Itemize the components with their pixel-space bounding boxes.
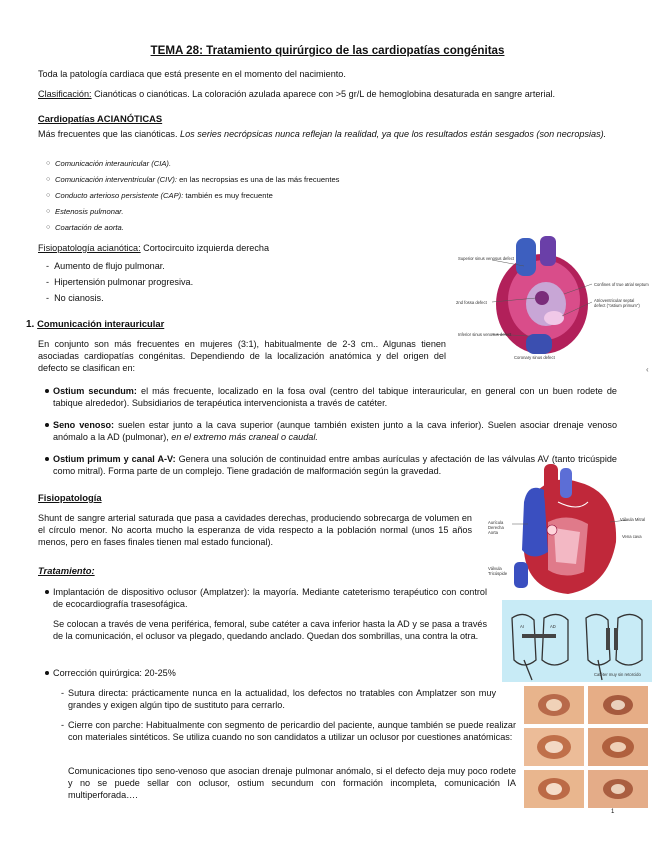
fisio-acianotica-label: Fisiopatología acianótica: <box>38 243 141 253</box>
clasificacion-line <box>38 88 555 100</box>
fisio-acianotica-line <box>38 242 269 254</box>
figure-label: AI <box>520 624 524 629</box>
cierre-parche-text: Cierre con parche: Habitualmente con segmento de pericardio del paciente, aunque también se puede realizar con materiales sintéticos. Se utiliza cuando no son candidatos a utilizar un oclusor por cuestiones anatómicas: <box>68 720 516 743</box>
dash-list-item: - Aumento de flujo pulmonar. <box>46 261 165 271</box>
hollow-bullet-icon: ○ <box>46 160 51 167</box>
acianoticas-lead-normal: Más frecuentes que las cianóticas. <box>38 129 181 139</box>
fisio-acianotica-text: Cortocircuito izquierda derecha <box>140 243 270 253</box>
stray-mark: ‹ <box>646 365 649 374</box>
figure-label: Superior sinus venosus defect <box>458 256 515 261</box>
list-item: Estenosis pulmonar. <box>55 207 124 216</box>
clasificacion-label: Clasificación: <box>38 89 92 99</box>
figure-label: Válvula Tricúspide <box>488 566 508 576</box>
hollow-bullet-icon: ○ <box>46 208 51 215</box>
correccion-text: Corrección quirúrgica: 20-25% <box>53 668 176 678</box>
bullet-icon <box>45 457 49 461</box>
acianoticas-heading: Cardiopatías ACIANÓTICAS <box>38 113 163 124</box>
figure-label: 2nd fossa defect <box>456 300 487 305</box>
heart-septal-defects-figure <box>452 236 649 360</box>
heart-asd-illustration-icon <box>488 462 650 598</box>
comunicaciones-text: Comunicaciones tipo seno-venoso que asocian drenaje pulmonar anómalo, si el defecto deja muy poco rodete y no se puede sellar con oclusor, ostium secundum con formación incompleta, comunicación IA multiperforada…. <box>68 766 516 801</box>
cia-type-ostium-secundum: Ostium secundum: el más frecuente, localizado en la fosa oval (centro del tabique interauricular, en general con un buen rodete de tabique alrededor). Subsidiarios de terapéutica intervencionista a través de catéter. <box>53 386 617 409</box>
fisiopatologia-heading: Fisiopatología <box>38 492 102 503</box>
dash-marker: - <box>61 720 65 730</box>
section1-paragraph: En conjunto son más frecuentes en mujeres (3:1), habitualmente de 2-3 cm.. Algunas tienen asociadas cardiopatías congénitas. Dependiendo de la localización anatómica y del origen del defecto se clasifican en: <box>38 339 446 374</box>
section-number: 1. <box>26 319 35 330</box>
figure-label: Confines of true atrial septum <box>594 282 649 287</box>
intro-text: Toda la patología cardiaca que está presente en el momento del nacimiento. <box>38 69 346 79</box>
figure-label: Inferior sinus venosus defect <box>458 332 512 337</box>
sutura-directa-text: Sutura directa: prácticamente nunca en la actualidad, los defectos no tratables con Amplatzer son muy grandes y exigen algún tipo de sustituto para cerrarlo. <box>68 688 496 711</box>
implantacion-text: Implantación de dispositivo oclusor (Amplatzer): la mayoría. Mediante cateterismo terapéutico con control de ecocardiografía trasesofágica. <box>53 587 487 610</box>
figure-label: Vena cava <box>622 534 642 539</box>
list-item: Comunicación interventricular (CIV): en las necropsias es una de las más frecuentes <box>55 175 340 184</box>
heart-asd-figure <box>488 462 650 598</box>
fisiopatologia-text: Shunt de sangre arterial saturada que pasa a cavidades derechas, produciendo sobrecarga de volumen en el círculo menor. No acorta mucho la esperanza de vida respecto a la población normal (unos 15 años menos, pero en fases finales tienen mal estado funcional). <box>38 513 472 548</box>
dash-list-item: - Hipertensión pulmonar progresiva. <box>46 277 194 287</box>
section-title: Comunicación interauricular <box>37 318 165 329</box>
hollow-bullet-icon: ○ <box>46 224 51 231</box>
surgical-photos-figure <box>524 686 648 810</box>
list-item: Comunicación interauricular (CIA). <box>55 159 172 168</box>
hollow-bullet-icon: ○ <box>46 176 51 183</box>
acianoticas-lead <box>38 128 616 140</box>
page-number: 1 <box>611 809 615 815</box>
amplatzer-diagram-figure <box>502 600 652 682</box>
figure-label: Atrioventricular septal defect ("ostium primum") <box>594 298 640 308</box>
figure-label: Coronary sinus defect <box>514 355 555 360</box>
page-title: TEMA 28: Tratamiento quirúrgico de las cardiopatías congénitas <box>150 44 505 57</box>
figure-label: Aurícula Derecha Aorta <box>488 520 504 535</box>
implantacion-detail: Se colocan a través de vena periférica, femoral, sube catéter a cava inferior hasta la AD y se pasa a través de la comunicación, el oclusor va plegado, quedando anclado. Quedan dos sombrillas, una contra la otra. <box>53 619 487 642</box>
hollow-bullet-icon: ○ <box>46 192 51 199</box>
acianoticas-lead-italic: Los series necrópsicas nunca reflejan la realidad, ya que los resultados están sesgados (son necropsias). <box>180 129 607 139</box>
section1-heading <box>26 318 164 331</box>
figure-label: AD <box>550 624 556 629</box>
cia-type-seno-venoso: Seno venoso: suelen estar junto a la cava superior (aunque también existen junto a la cava inferior). Suelen asociar drenaje venoso anómalo a la AD (pulmonar), en el extremo más craneal o caudal. <box>53 420 618 443</box>
tratamiento-heading: Tratamiento: <box>38 565 95 576</box>
dash-list-item: - No cianosis. <box>46 293 104 303</box>
clasificacion-text: Cianóticas o cianóticas. La coloración azulada aparece con >5 gr/L de hemoglobina desaturada en sangre arterial. <box>91 89 556 99</box>
bullet-icon <box>45 671 49 675</box>
dash-marker: - <box>61 688 65 698</box>
bullet-icon <box>45 389 49 393</box>
bullet-icon <box>45 590 49 594</box>
list-item: Coartación de aorta. <box>55 223 124 232</box>
list-item: Conducto arterioso persistente (CAP): también es muy frecuente <box>55 191 273 200</box>
cia-type-ostium-primum: Ostium primum y canal A-V: Genera una solución de continuidad entre ambas aurículas y afectación de las válvulas AV (tanto tricúspide como mitral). Forma parte de un complejo. Tiene gradación de malformación según la gravedad. <box>53 454 617 477</box>
figure-label: Válvula Mitral <box>620 517 646 522</box>
figure-label: Catéter muy sin retorcido <box>594 672 641 677</box>
catheter-diagram-icon <box>502 600 652 682</box>
surgical-photo-grid-icon <box>524 686 648 810</box>
bullet-icon <box>45 423 49 427</box>
